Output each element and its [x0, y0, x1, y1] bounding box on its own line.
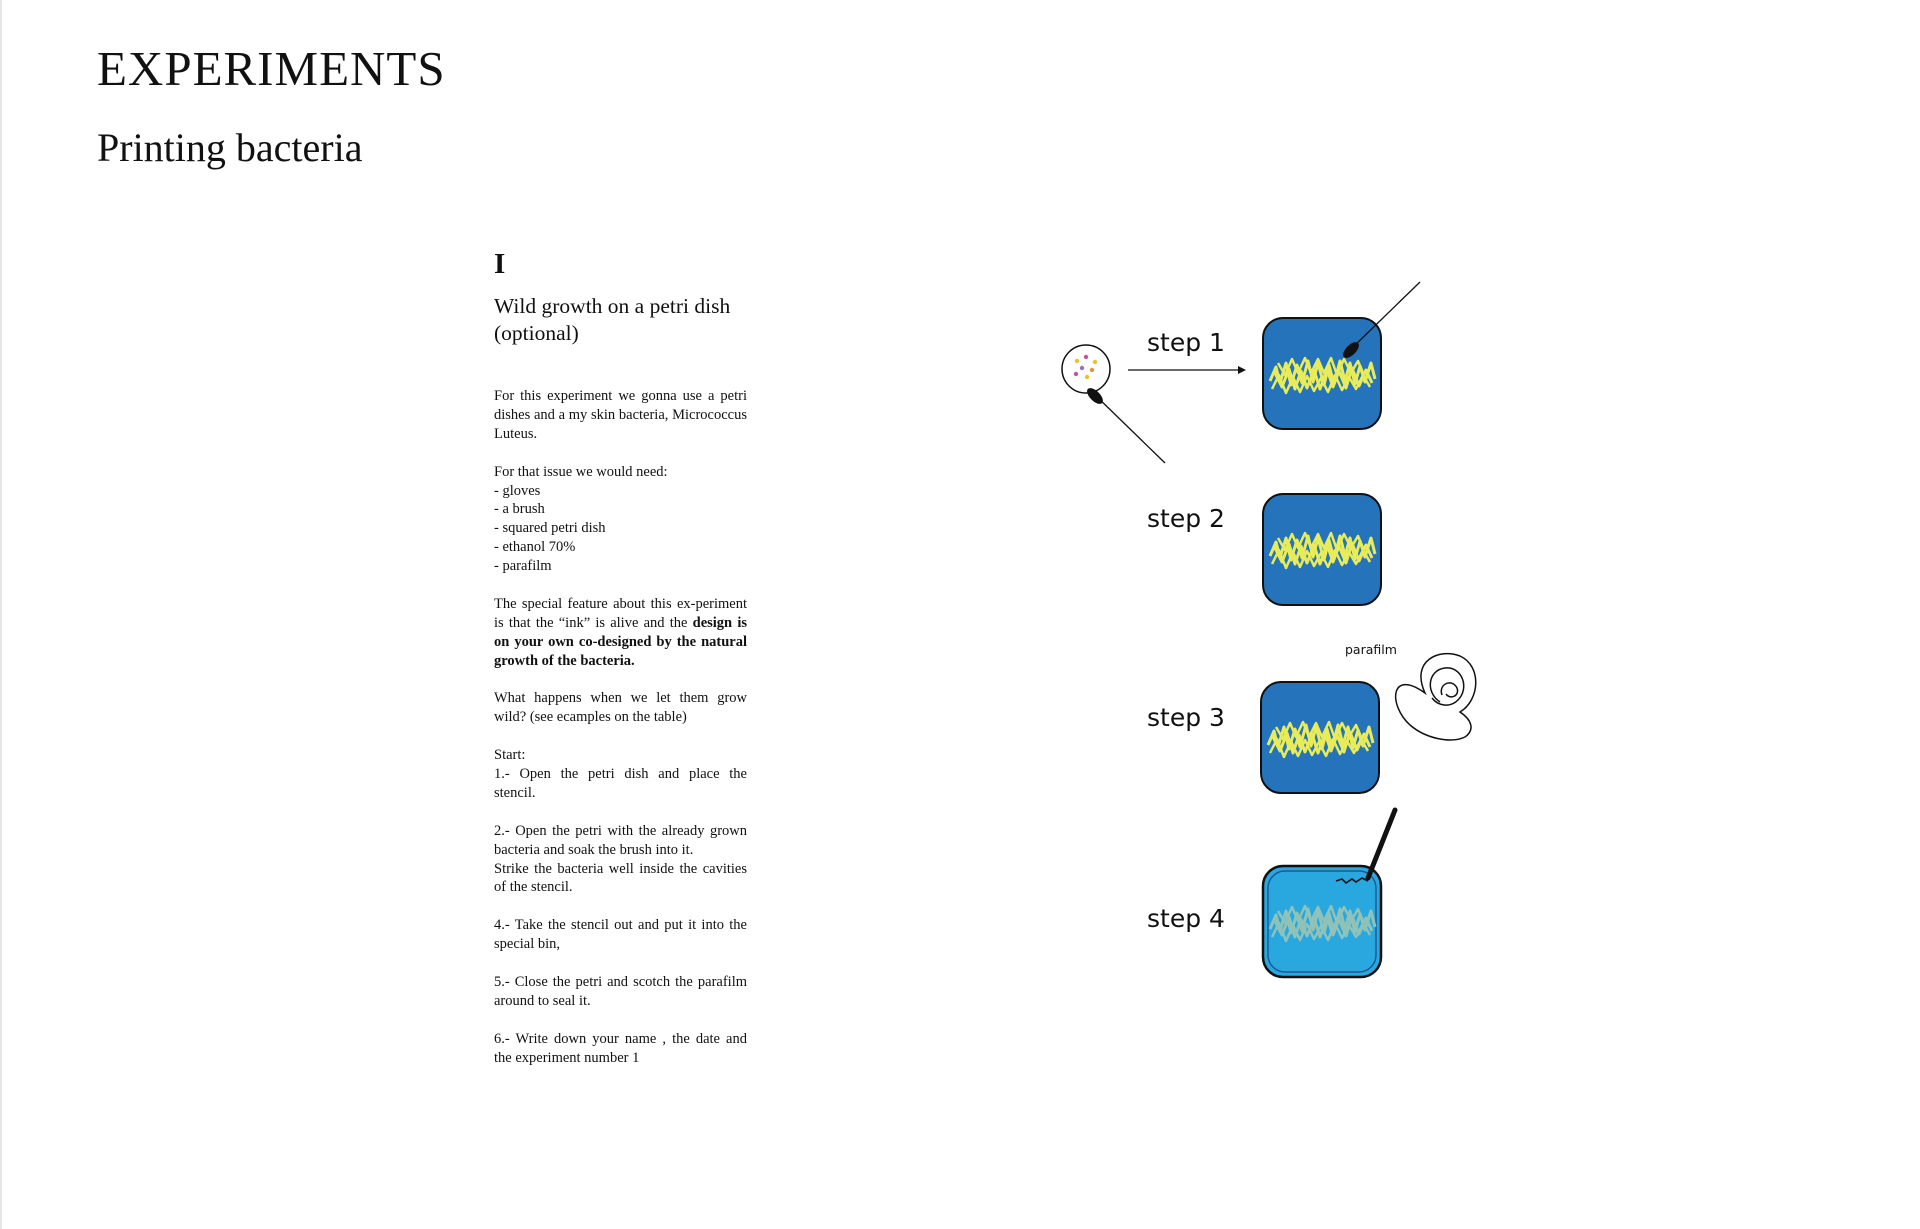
needs-item: - squared petri dish	[494, 520, 606, 537]
parafilm-label: parafilm	[1345, 642, 1397, 657]
square-petri-dish-step-2	[1263, 494, 1381, 605]
colony-dot	[1080, 366, 1084, 370]
start-label: Start:	[494, 747, 526, 764]
colony-dot	[1074, 372, 1078, 376]
swab-icon	[1084, 385, 1165, 463]
page-subtitle: Printing bacteria	[97, 125, 363, 170]
needs-item: - ethanol 70%	[494, 539, 576, 556]
parafilm-roll-icon	[1396, 654, 1476, 740]
instruction-step-2-detail: Strike the bacteria well inside the cavities of the stencil.	[494, 860, 747, 896]
experiment-numeral: I	[494, 248, 506, 280]
step-label-1: step 1	[1147, 328, 1225, 357]
feature-bold-text: design is on your own co-designed by the natural growth of the bacteria.	[494, 614, 747, 669]
square-petri-dish-step-4	[1263, 866, 1381, 977]
step-label-2: step 2	[1147, 504, 1225, 533]
instruction-step-2: 2.- Open the petri with the already grown bacteria and soak the brush into it.	[494, 822, 747, 858]
colony-dot	[1090, 368, 1094, 372]
colony-dot	[1085, 375, 1089, 379]
experiment-heading: Wild growth on a petri dish (optional)	[494, 294, 731, 345]
needs-item: - a brush	[494, 501, 545, 518]
round-petri-dish-outline	[1062, 345, 1110, 393]
arrow-right-icon	[1128, 366, 1246, 374]
square-petri-dish-step-1	[1263, 318, 1381, 429]
square-petri-dish-step-3	[1261, 682, 1379, 793]
feature-text: The special feature about this ex-periment is that the “ink” is alive and the	[494, 595, 747, 631]
colony-dot	[1075, 359, 1079, 363]
needs-item: - gloves	[494, 482, 541, 499]
instruction-step-1: 1.- Open the petri dish and place the stencil.	[494, 766, 747, 801]
intro-paragraph: For this experiment we gonna use a petri dishes and a my skin bacteria, Micrococcus Luteus.	[494, 388, 747, 442]
instruction-step-4: 4.- Take the stencil out and put it into the special bin,	[494, 917, 747, 953]
instruction-step-6: 6.- Write down your name , the date and the experiment number 1	[494, 1030, 747, 1066]
needs-intro: For that issue we would need:	[494, 463, 668, 480]
colony-dot	[1084, 355, 1088, 359]
colony-dot	[1093, 360, 1097, 364]
round-petri-dish	[1062, 345, 1110, 393]
step-label-4: step 4	[1147, 904, 1225, 933]
page-title: EXPERIMENTS	[97, 41, 446, 96]
instruction-step-5: 5.- Close the petri and scotch the parafilm around to seal it.	[494, 973, 747, 1009]
question-paragraph: What happens when we let them grow wild? (see ecamples on the table)	[494, 690, 747, 726]
step-label-3: step 3	[1147, 703, 1225, 732]
needs-item: - parafilm	[494, 558, 552, 575]
